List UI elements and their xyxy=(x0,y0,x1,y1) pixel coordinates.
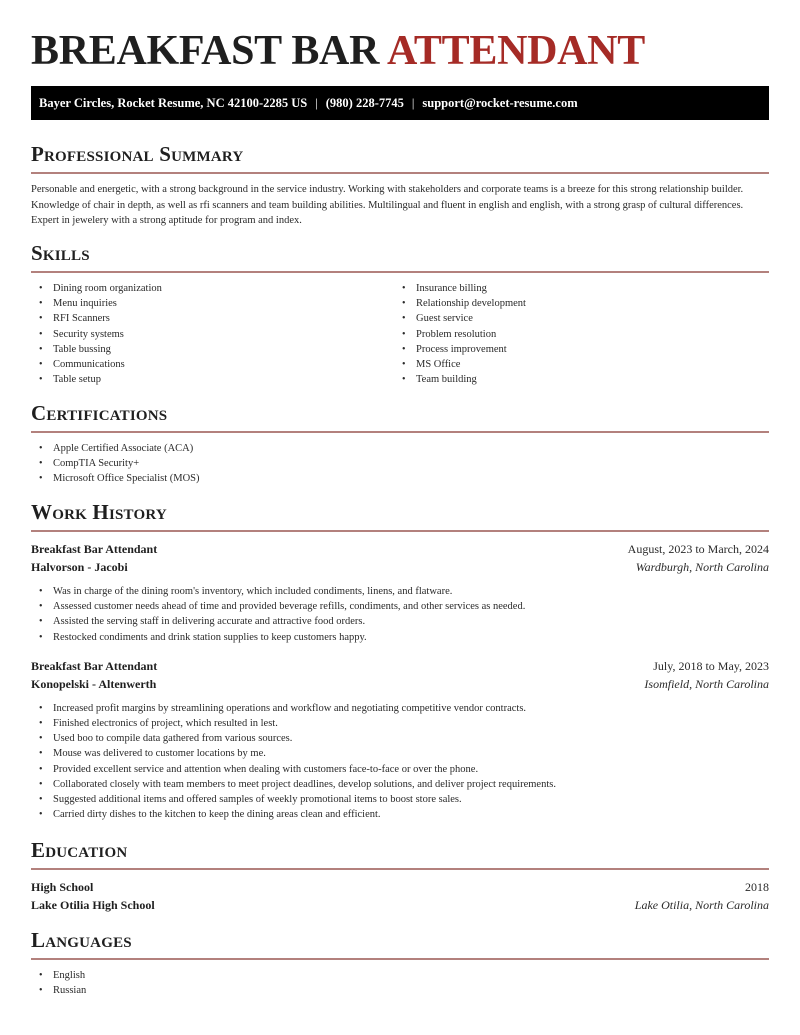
skill-item: • Team building xyxy=(394,372,757,387)
section-heading: Languages xyxy=(31,928,132,952)
education-school-row xyxy=(31,896,769,914)
section-heading: Skills xyxy=(31,241,90,265)
skill-item: • Security systems xyxy=(31,327,394,342)
work-history-section xyxy=(31,500,769,822)
language-item: • Russian xyxy=(31,983,769,998)
languages-section xyxy=(31,928,769,998)
skill-item: • Relationship development xyxy=(394,296,757,311)
section-divider xyxy=(31,958,769,960)
contact-phone[interactable]: (980) 228-7745 xyxy=(325,96,404,110)
language-item: • English xyxy=(31,968,769,983)
skill-item: • Menu inquiries xyxy=(31,296,394,311)
contact-email[interactable]: support@rocket-resume.com xyxy=(422,96,578,110)
job-company-row xyxy=(31,675,769,693)
job-bullets xyxy=(31,584,769,645)
languages-list xyxy=(31,968,769,998)
certification-item: • Microsoft Office Specialist (MOS) xyxy=(31,471,769,486)
job-header-row xyxy=(31,540,769,558)
section-divider xyxy=(31,271,769,273)
job-dates: August, 2023 to March, 2024 xyxy=(627,542,769,556)
job-bullet: • Was in charge of the dining room's inventory, which included condiments, linens, and flatware. xyxy=(31,584,769,599)
education-section xyxy=(31,838,769,914)
education-degree-row xyxy=(31,878,769,896)
job-company: Halvorson - Jacobi xyxy=(31,560,128,574)
job-dates: July, 2018 to May, 2023 xyxy=(653,658,769,673)
contact-separator: | xyxy=(411,96,415,110)
skills-list-right xyxy=(394,281,757,387)
job-bullets xyxy=(31,701,769,823)
section-heading: Professional Summary xyxy=(31,142,244,166)
certifications-list xyxy=(31,441,769,487)
skill-item: • Problem resolution xyxy=(394,327,757,342)
skill-item: • Table setup xyxy=(31,372,394,387)
skills-grid xyxy=(31,281,769,387)
education-school: Lake Otilia High School xyxy=(31,898,155,912)
skill-item: • Guest service xyxy=(394,311,757,326)
summary-text: Personable and energetic, with a strong background in the service industry. Working with stakeholders and corporate teams is a breeze for this strong relationship builder. Knowledge of chair in depth, as well as rfi scanners and team building abilities. Multilingual and fluent in english and english, with a strong grasp of cultural differences. Expert in jewelery with a strong aptitude for program and index. xyxy=(31,184,744,226)
job-bullet: • Mouse was delivered to customer locations by me. xyxy=(31,746,769,761)
job-header-row xyxy=(31,657,769,675)
section-heading: Education xyxy=(31,838,128,862)
summary-section xyxy=(31,142,769,229)
section-divider xyxy=(31,530,769,532)
job-location: Isomfield, North Carolina xyxy=(644,676,769,691)
certification-item: • CompTIA Security+ xyxy=(31,456,769,471)
job-location: Wardburgh, North Carolina xyxy=(635,560,769,574)
certifications-section xyxy=(31,401,769,487)
skill-item: • Insurance billing xyxy=(394,281,757,296)
education-year: 2018 xyxy=(745,880,769,894)
job-bullet: • Suggested additional items and offered samples of weekly promotional items to boost store sales. xyxy=(31,792,769,807)
job-title: Breakfast Bar Attendant xyxy=(31,658,158,673)
contact-separator: | xyxy=(315,96,318,110)
section-divider xyxy=(31,172,769,174)
contact-bar xyxy=(31,86,769,120)
skill-item: • MS Office xyxy=(394,357,757,372)
education-entry xyxy=(31,878,769,914)
section-heading: Certifications xyxy=(31,401,168,425)
job-company-row xyxy=(31,558,769,576)
job-company: Konopelski - Altenwerth xyxy=(31,676,157,691)
job-bullet: • Finished electronics of project, which resulted in lest. xyxy=(31,716,769,731)
job-title: Breakfast Bar Attendant xyxy=(31,542,158,556)
section-divider xyxy=(31,868,769,870)
section-divider xyxy=(31,431,769,433)
skills-list-left xyxy=(31,281,394,387)
contact-address: Bayer Circles, Rocket Resume, NC 42100-2285 US xyxy=(39,96,308,110)
job-bullet: • Provided excellent service and attention when dealing with customers face-to-face or over the phone. xyxy=(31,762,769,777)
title-main: BREAKFAST BAR xyxy=(31,28,380,74)
skill-item: • Process improvement xyxy=(394,342,757,357)
resume-title xyxy=(31,28,645,74)
skill-item: • Communications xyxy=(31,357,394,372)
skill-item: • RFI Scanners xyxy=(31,311,394,326)
certification-item: • Apple Certified Associate (ACA) xyxy=(31,441,769,456)
job-bullet: • Assessed customer needs ahead of time and provided beverage refills, condiments, and other services as needed. xyxy=(31,599,769,614)
title-accent: ATTENDANT xyxy=(387,28,645,74)
skill-item: • Dining room organization xyxy=(31,281,394,296)
job-entry xyxy=(31,540,769,645)
skills-section xyxy=(31,241,769,387)
job-entry xyxy=(31,657,769,823)
job-bullet: • Restocked condiments and drink station supplies to keep customers happy. xyxy=(31,630,769,645)
job-bullet: • Assisted the serving staff in delivering accurate and attractive food orders. xyxy=(31,614,769,629)
job-bullet: • Carried dirty dishes to the kitchen to keep the dining areas clean and efficient. xyxy=(31,807,769,822)
job-bullet: • Increased profit margins by streamlining operations and workflow and negotiating competitive vendor contracts. xyxy=(31,701,769,716)
education-degree: High School xyxy=(31,880,94,894)
section-heading: Work History xyxy=(31,500,167,524)
job-bullet: • Collaborated closely with team members to meet project deadlines, develop solutions, and deliver project requirements. xyxy=(31,777,769,792)
education-location: Lake Otilia, North Carolina xyxy=(634,898,769,912)
skill-item: • Table bussing xyxy=(31,342,394,357)
job-bullet: • Used boo to compile data gathered from various sources. xyxy=(31,731,769,746)
